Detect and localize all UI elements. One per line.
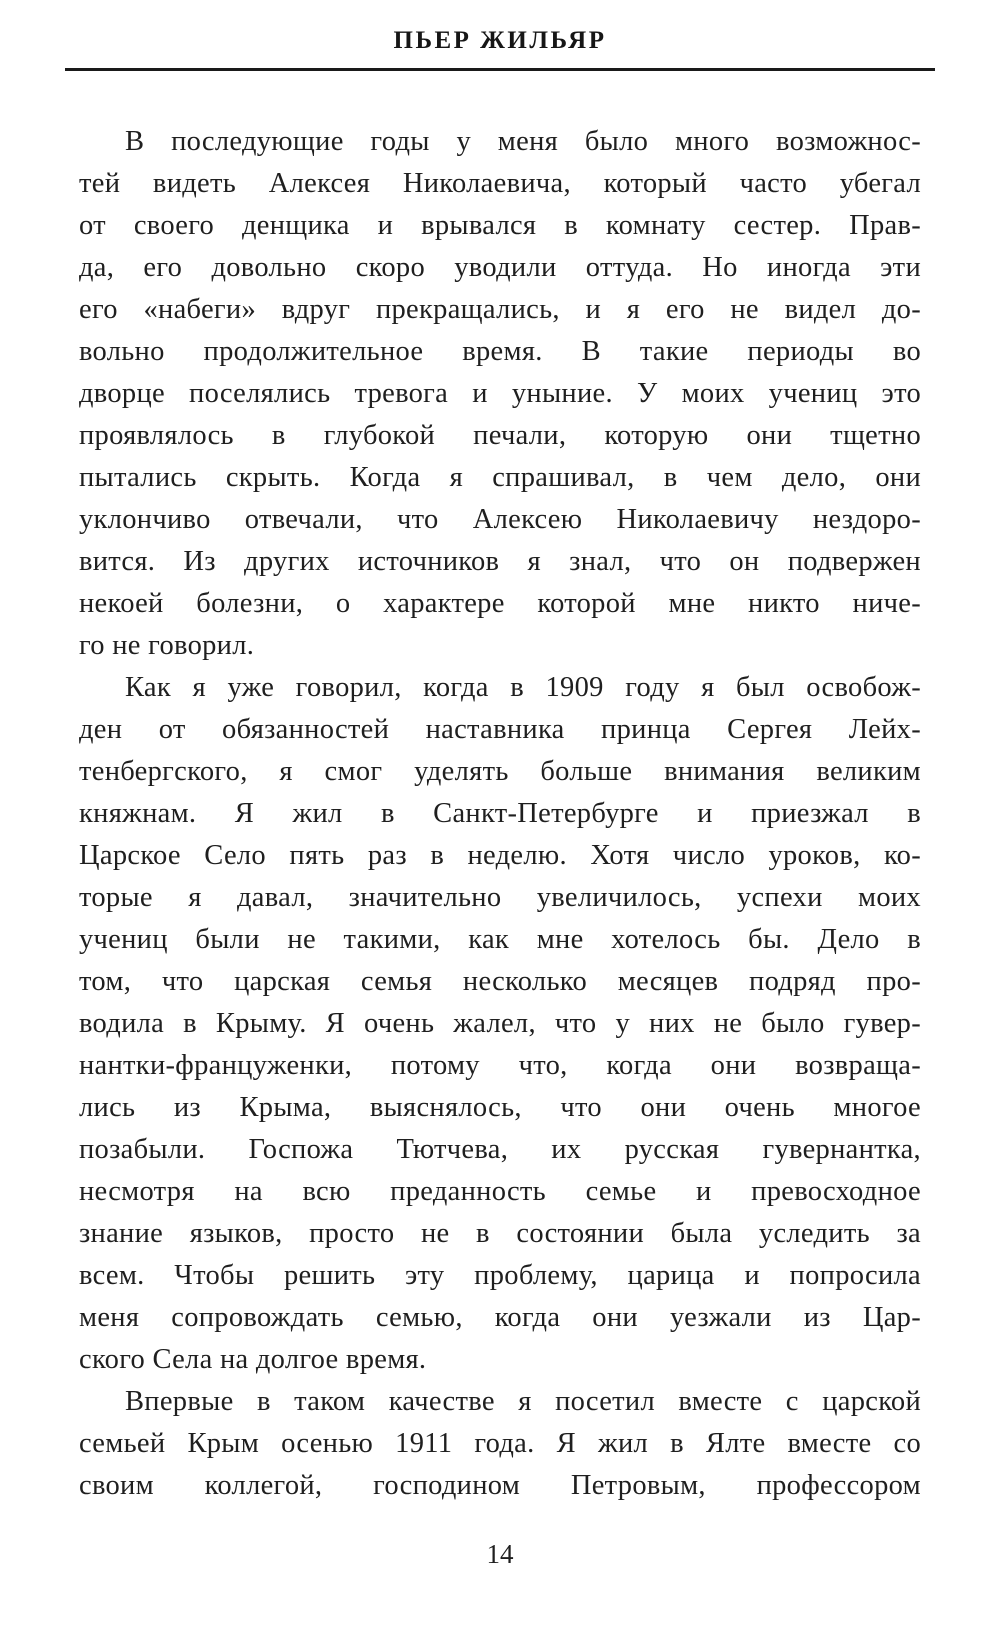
text-line: ден от обязанностей наставника принца Сергея Лейх- <box>79 714 921 745</box>
running-header-title: ПЬЕР ЖИЛЬЯР <box>393 27 607 54</box>
text-line: том, что царская семья несколько месяцев подряд про- <box>79 966 921 997</box>
text-line: пытались скрыть. Когда я спрашивал, в чем дело, они <box>79 462 921 493</box>
text-line: Царское Село пять раз в неделю. Хотя число уроков, ко- <box>79 840 921 871</box>
text-line: его «набеги» вдруг прекращались, и я его не видел до- <box>79 294 921 325</box>
text-line: меня сопровождать семью, когда они уезжали из Цар- <box>79 1302 921 1333</box>
text-line: знание языков, просто не в состоянии была уследить за <box>79 1218 921 1249</box>
text-line: вится. Из других источников я знал, что он подвержен <box>79 546 921 577</box>
paragraph <box>79 667 921 1381</box>
text-line: В последующие годы у меня было много возможнос- <box>125 126 921 157</box>
text-line: своим коллегой, господином Петровым, профессором <box>79 1470 921 1501</box>
text-line: ского Села на долгое время. <box>79 1344 427 1375</box>
text-line: уклончиво отвечали, что Алексею Николаевичу нездоро- <box>79 504 921 535</box>
text-line: тенбергского, я смог уделять больше внимания великим <box>79 756 921 787</box>
text-line: от своего денщика и врывался в комнату сестер. Прав- <box>79 210 921 241</box>
page-header <box>0 0 1000 71</box>
text-line: дворце поселялись тревога и уныние. У моих учениц это <box>79 378 921 409</box>
text-line: Как я уже говорил, когда в 1909 году я был освобож- <box>125 672 921 703</box>
text-line: Впервые в таком качестве я посетил вместе с царской <box>125 1386 921 1417</box>
text-line: позабыли. Госпожа Тютчева, их русская гувернантка, <box>79 1134 921 1165</box>
header-rule <box>65 68 935 71</box>
text-line: торые я давал, значительно увеличилось, успехи моих <box>79 882 921 913</box>
paragraph <box>79 121 921 667</box>
text-line: вольно продолжительное время. В такие периоды во <box>79 336 921 367</box>
text-line: лись из Крыма, выяснялось, что они очень многое <box>79 1092 921 1123</box>
text-line: учениц были не такими, как мне хотелось бы. Дело в <box>79 924 921 955</box>
text-line: несмотря на всю преданность семье и превосходное <box>79 1176 921 1207</box>
paragraph <box>79 1381 921 1507</box>
text-line: нантки-француженки, потому что, когда они возвраща- <box>79 1050 921 1081</box>
text-line: княжнам. Я жил в Санкт-Петербурге и приезжал в <box>79 798 921 829</box>
text-line: проявлялось в глубокой печали, которую они тщетно <box>79 420 921 451</box>
text-line: всем. Чтобы решить эту проблему, царица и попросила <box>79 1260 921 1291</box>
text-line: тей видеть Алексея Николаевича, который часто убегал <box>79 168 921 199</box>
text-line: го не говорил. <box>79 630 255 661</box>
text-line: некоей болезни, о характере которой мне никто ниче- <box>79 588 921 619</box>
text-line: водила в Крыму. Я очень жалел, что у них не было гувер- <box>79 1008 921 1039</box>
text-line: семьей Крым осенью 1911 года. Я жил в Ялте вместе со <box>79 1428 921 1459</box>
text-line: да, его довольно скоро уводили оттуда. Но иногда эти <box>79 252 921 283</box>
body-text <box>79 121 921 1507</box>
page-number: 14 <box>486 1539 514 1569</box>
